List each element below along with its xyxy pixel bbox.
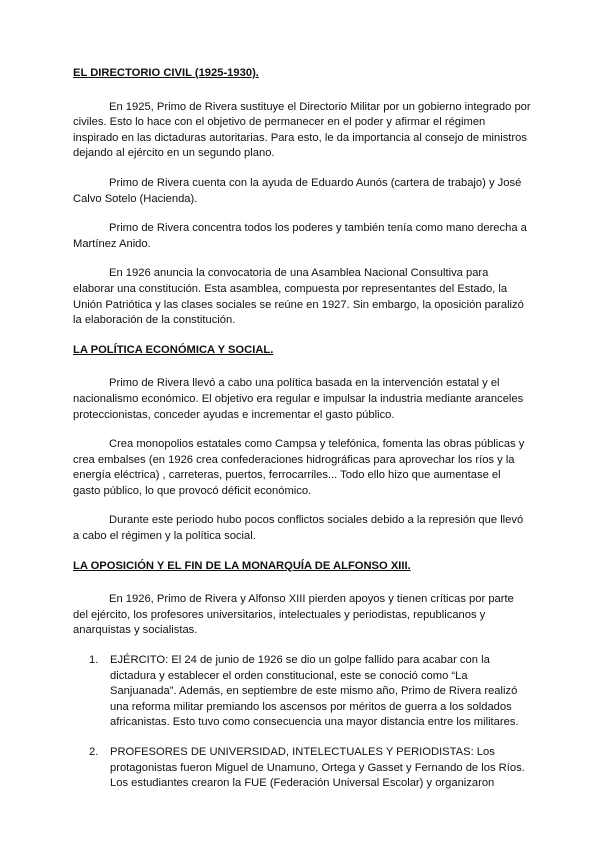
paragraph: En 1926 anuncia la convocatoria de una Asamblea Nacional Consultiva para elaborar una constitución. Esta asamblea, compuesta por representantes del Estado, la Unión Patriótica y las clases sociales se reúne en 1927. Sin embargo, la oposición paralizó la elaboración de la constitución. [73, 267, 524, 327]
list-item [73, 653, 531, 731]
section-heading-politica-economica: LA POLÍTICA ECONÓMICA Y SOCIAL. [73, 343, 274, 356]
document-body [73, 66, 531, 806]
paragraph: Durante este periodo hubo pocos conflictos sociales debido a la represión que llevó a cabo el régimen y la política social. [73, 514, 524, 543]
section-heading-directorio-civil: EL DIRECTORIO CIVIL (1925-1930). [73, 67, 259, 79]
paragraph: Primo de Rivera cuenta con la ayuda de Eduardo Aunós (cartera de trabajo) y José Calvo Sotelo (Hacienda). [73, 176, 522, 205]
paragraph: En 1925, Primo de Rivera sustituye el Directorio Militar por un gobierno integrado por civiles. Esto lo hace con el objetivo de permanecer en el poder y afirmar el régimen inspirado en las dictaduras autoritarias. Para esto, le da importancia al consejo de ministros dejando al ejército en un segundo plano. [73, 100, 531, 160]
paragraph: En 1926, Primo de Rivera y Alfonso XIII pierden apoyos y tienen críticas por parte del ejército, los profesores universitarios, intelectuales y periodistas, republicanos y anarquistas y socialistas. [73, 593, 514, 637]
paragraph: Primo de Rivera llevó a cabo una política basada en la intervención estatal y el nacionalismo económico. El objetivo era regular e impulsar la industria mediante aranceles proteccionistas, conceder ayudas e incrementar el gasto público. [73, 377, 524, 421]
section-heading-oposicion: LA OPOSICIÓN Y EL FIN DE LA MONARQUÍA DE ALFONSO XIII. [73, 559, 411, 572]
paragraph: Primo de Rivera concentra todos los poderes y también tenía como mano derecha a Martínez Anido. [73, 222, 527, 250]
list-item-text: EJÉRCITO: El 24 de junio de 1926 se dio un golpe fallido para acabar con la dictadura y establecer el orden constitucional, este se conoció como “La Sanjuanada”. Además, en septiembre de este mismo año, Primo de Rivera realizó una reforma militar premiando los ascensos por méritos de guerra a los soldados africanistas. Esto tuvo como consecuencia una mayor distancia entre los militares. [110, 654, 519, 729]
list-item-number: 1. [89, 654, 99, 667]
list-item [73, 745, 531, 792]
list-item-text: PROFESORES DE UNIVERSIDAD, INTELECTUALES Y PERIODISTAS: Los protagonistas fueron Miguel de Unamuno, Ortega y Gasset y Fernando de los Ríos. Los estudiantes crearon la FUE (Federación Universal Escolar) y organizaron [110, 746, 525, 790]
numbered-list [73, 653, 531, 792]
list-item-number: 2. [89, 746, 99, 758]
paragraph: Crea monopolios estatales como Campsa y telefónica, fomenta las obras públicas y crea embalses (en 1926 crea confederaciones hidrográficas para aprovechar los ríos y la energía eléctrica) , carreteras, puertos, ferrocarriles... Todo ello hizo que aumentase el gasto público, lo que provocó déficit económico. [73, 438, 525, 497]
